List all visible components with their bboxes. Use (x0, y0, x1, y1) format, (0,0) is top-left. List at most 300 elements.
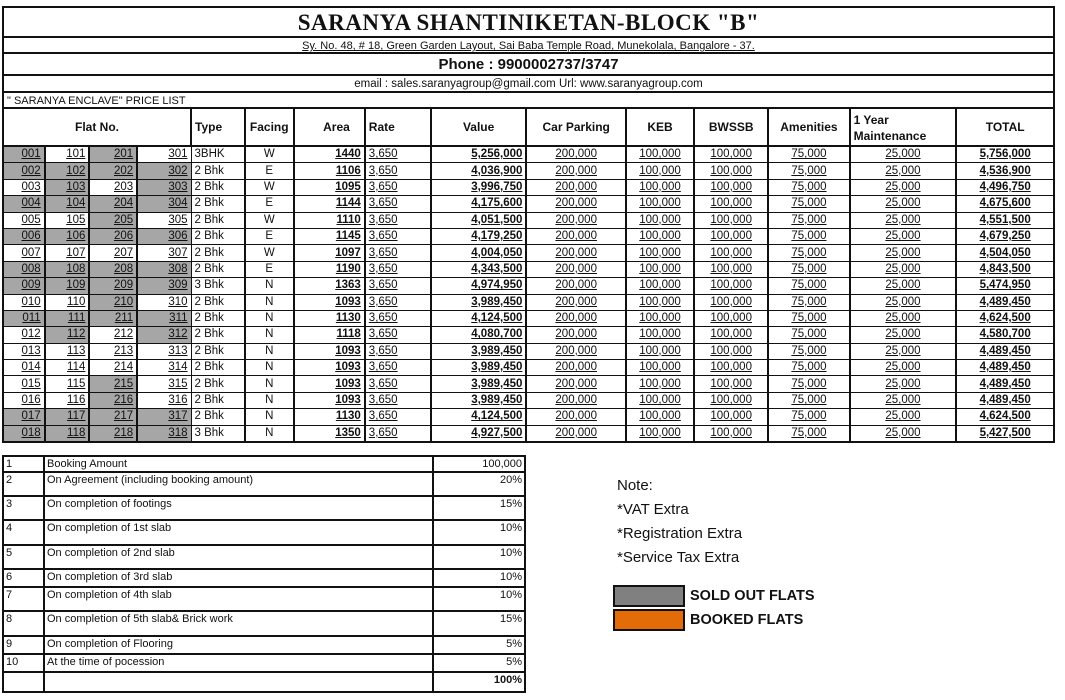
cell-flat-type: 2 Bhk (191, 360, 245, 376)
notes-heading: Note: (617, 477, 653, 494)
cell-amenities: 75,000 (768, 212, 849, 228)
cell-area: 1093 (294, 343, 365, 359)
payment-row (3, 587, 525, 611)
payment-step-desc: Booking Amount (44, 456, 433, 472)
cell-keb: 100,000 (626, 261, 694, 277)
cell-amenities: 75,000 (768, 179, 849, 195)
cell-total: 4,580,700 (956, 327, 1054, 343)
cell-bwssb: 100,000 (694, 327, 768, 343)
payment-step-value: 100% (433, 672, 525, 692)
cell-flat-type: 2 Bhk (191, 228, 245, 244)
cell-total: 4,551,500 (956, 212, 1054, 228)
cell-flat-no-second: 201 (89, 146, 137, 163)
cell-flat-no-second: 218 (89, 425, 137, 442)
payment-row (3, 496, 525, 520)
cell-value: 5,256,000 (431, 146, 527, 163)
col-header-rate: Rate (365, 108, 431, 146)
cell-flat-no-third: 303 (137, 179, 191, 195)
payment-step-no: 10 (3, 654, 44, 672)
cell-car-parking: 200,000 (526, 409, 626, 425)
cell-maintenance: 25,000 (850, 409, 957, 425)
cell-flat-no-second: 212 (89, 327, 137, 343)
cell-flat-no-second: 202 (89, 163, 137, 179)
cell-total: 4,536,900 (956, 163, 1054, 179)
payment-step-no: 6 (3, 569, 44, 587)
cell-area: 1095 (294, 179, 365, 195)
cell-rate: 3,650 (365, 179, 431, 195)
payment-row (3, 672, 525, 692)
cell-amenities: 75,000 (768, 278, 849, 294)
cell-flat-no-ground: 010 (3, 294, 45, 310)
cell-facing: W (245, 179, 294, 195)
cell-car-parking: 200,000 (526, 212, 626, 228)
cell-rate: 3,650 (365, 360, 431, 376)
cell-keb: 100,000 (626, 392, 694, 408)
cell-rate: 3,650 (365, 163, 431, 179)
cell-flat-no-ground: 003 (3, 179, 45, 195)
cell-flat-no-first: 117 (45, 409, 90, 425)
cell-flat-no-third: 315 (137, 376, 191, 392)
cell-flat-no-first: 116 (45, 392, 90, 408)
table-row (3, 294, 1054, 310)
cell-car-parking: 200,000 (526, 163, 626, 179)
cell-flat-no-ground: 012 (3, 327, 45, 343)
cell-flat-no-first: 118 (45, 425, 90, 442)
payment-step-desc: On completion of 3rd slab (44, 569, 433, 587)
cell-keb: 100,000 (626, 409, 694, 425)
cell-maintenance: 25,000 (850, 179, 957, 195)
cell-bwssb: 100,000 (694, 343, 768, 359)
payment-row (3, 520, 525, 545)
cell-flat-no-first: 101 (45, 146, 90, 163)
cell-keb: 100,000 (626, 228, 694, 244)
cell-bwssb: 100,000 (694, 163, 768, 179)
cell-flat-no-ground: 007 (3, 245, 45, 261)
cell-car-parking: 200,000 (526, 310, 626, 326)
cell-flat-no-ground: 005 (3, 212, 45, 228)
cell-flat-no-second: 206 (89, 228, 137, 244)
cell-value: 3,989,450 (431, 392, 527, 408)
payment-step-value: 15% (433, 496, 525, 520)
cell-car-parking: 200,000 (526, 228, 626, 244)
cell-area: 1093 (294, 392, 365, 408)
legend-label-sold: SOLD OUT FLATS (690, 588, 815, 604)
payment-step-value: 5% (433, 654, 525, 672)
payment-step-value: 10% (433, 587, 525, 611)
payment-row (3, 472, 525, 496)
note-item: *Registration Extra (617, 525, 743, 542)
cell-area: 1097 (294, 245, 365, 261)
payment-step-no: 5 (3, 545, 44, 569)
cell-facing: N (245, 392, 294, 408)
cell-value: 4,175,600 (431, 196, 527, 212)
cell-maintenance: 25,000 (850, 146, 957, 163)
table-row (3, 196, 1054, 212)
cell-rate: 3,650 (365, 409, 431, 425)
cell-car-parking: 200,000 (526, 278, 626, 294)
cell-car-parking: 200,000 (526, 392, 626, 408)
cell-flat-no-second: 207 (89, 245, 137, 261)
cell-facing: W (245, 146, 294, 163)
cell-bwssb: 100,000 (694, 196, 768, 212)
cell-value: 4,927,500 (431, 425, 527, 442)
cell-bwssb: 100,000 (694, 376, 768, 392)
cell-amenities: 75,000 (768, 163, 849, 179)
cell-keb: 100,000 (626, 294, 694, 310)
cell-car-parking: 200,000 (526, 261, 626, 277)
payment-step-desc (44, 672, 433, 692)
cell-flat-no-third: 309 (137, 278, 191, 294)
table-row (3, 343, 1054, 359)
payment-step-desc: On completion of 2nd slab (44, 545, 433, 569)
table-row (3, 409, 1054, 425)
cell-rate: 3,650 (365, 310, 431, 326)
cell-flat-no-third: 311 (137, 310, 191, 326)
cell-keb: 100,000 (626, 360, 694, 376)
cell-area: 1130 (294, 409, 365, 425)
cell-maintenance: 25,000 (850, 261, 957, 277)
legend-item-booked (613, 608, 815, 632)
col-header-amenities: Amenities (768, 108, 849, 146)
payment-step-value: 10% (433, 520, 525, 545)
cell-flat-no-ground: 001 (3, 146, 45, 163)
cell-amenities: 75,000 (768, 327, 849, 343)
legend (613, 584, 815, 632)
cell-maintenance: 25,000 (850, 425, 957, 442)
cell-flat-no-second: 213 (89, 343, 137, 359)
table-row (3, 228, 1054, 244)
cell-flat-no-third: 312 (137, 327, 191, 343)
cell-flat-no-third: 302 (137, 163, 191, 179)
address-text: Sy. No. 48, # 18, Green Garden Layout, Sai Baba Temple Road, Munekolala, Bangalore - 37. (302, 40, 755, 52)
cell-total: 4,679,250 (956, 228, 1054, 244)
cell-flat-no-ground: 015 (3, 376, 45, 392)
payment-schedule-body (3, 456, 525, 692)
cell-flat-type: 3 Bhk (191, 425, 245, 442)
payment-step-no: 1 (3, 456, 44, 472)
cell-keb: 100,000 (626, 245, 694, 261)
cell-flat-type: 2 Bhk (191, 294, 245, 310)
cell-bwssb: 100,000 (694, 212, 768, 228)
payment-step-desc: On Agreement (including booking amount) (44, 472, 433, 496)
cell-flat-no-second: 217 (89, 409, 137, 425)
cell-flat-type: 2 Bhk (191, 261, 245, 277)
table-row (3, 146, 1054, 163)
cell-flat-no-third: 316 (137, 392, 191, 408)
cell-rate: 3,650 (365, 245, 431, 261)
cell-amenities: 75,000 (768, 196, 849, 212)
cell-value: 4,974,950 (431, 278, 527, 294)
payment-row (3, 636, 525, 654)
cell-flat-no-ground: 016 (3, 392, 45, 408)
cell-flat-no-ground: 004 (3, 196, 45, 212)
cell-area: 1144 (294, 196, 365, 212)
cell-area: 1440 (294, 146, 365, 163)
table-header-row (3, 108, 1054, 146)
col-header-maintenance: 1 Year Maintenance (850, 108, 957, 146)
cell-flat-type: 2 Bhk (191, 196, 245, 212)
cell-flat-type: 3 Bhk (191, 278, 245, 294)
cell-total: 4,489,450 (956, 392, 1054, 408)
cell-area: 1130 (294, 310, 365, 326)
cell-facing: E (245, 228, 294, 244)
cell-area: 1093 (294, 294, 365, 310)
cell-area: 1145 (294, 228, 365, 244)
cell-facing: E (245, 163, 294, 179)
cell-flat-type: 2 Bhk (191, 163, 245, 179)
cell-facing: N (245, 343, 294, 359)
cell-keb: 100,000 (626, 212, 694, 228)
col-header-area: Area (294, 108, 365, 146)
table-row (3, 310, 1054, 326)
address-line (2, 36, 1055, 52)
cell-flat-no-first: 105 (45, 212, 90, 228)
cell-flat-no-first: 107 (45, 245, 90, 261)
cell-facing: N (245, 376, 294, 392)
payment-step-no (3, 672, 44, 692)
cell-total: 4,624,500 (956, 409, 1054, 425)
table-row (3, 392, 1054, 408)
cell-keb: 100,000 (626, 310, 694, 326)
cell-flat-no-third: 313 (137, 343, 191, 359)
table-row (3, 425, 1054, 442)
document-title: SARANYA SHANTINIKETAN-BLOCK "B" (2, 6, 1055, 36)
cell-flat-no-ground: 009 (3, 278, 45, 294)
cell-maintenance: 25,000 (850, 228, 957, 244)
cell-total: 4,843,500 (956, 261, 1054, 277)
cell-flat-no-ground: 006 (3, 228, 45, 244)
cell-rate: 3,650 (365, 294, 431, 310)
cell-value: 4,080,700 (431, 327, 527, 343)
cell-value: 3,989,450 (431, 360, 527, 376)
cell-value: 3,989,450 (431, 343, 527, 359)
legend-swatch-sold (613, 585, 685, 607)
cell-flat-no-ground: 008 (3, 261, 45, 277)
cell-bwssb: 100,000 (694, 179, 768, 195)
cell-flat-no-third: 307 (137, 245, 191, 261)
payment-step-value: 15% (433, 611, 525, 636)
cell-flat-no-second: 211 (89, 310, 137, 326)
payment-step-desc: On completion of 5th slab& Brick work (44, 611, 433, 636)
cell-total: 4,489,450 (956, 343, 1054, 359)
cell-maintenance: 25,000 (850, 392, 957, 408)
cell-facing: N (245, 278, 294, 294)
cell-car-parking: 200,000 (526, 327, 626, 343)
cell-flat-no-second: 209 (89, 278, 137, 294)
col-header-car-parking: Car Parking (526, 108, 626, 146)
cell-car-parking: 200,000 (526, 376, 626, 392)
cell-rate: 3,650 (365, 196, 431, 212)
payment-step-desc: On completion of 4th slab (44, 587, 433, 611)
payment-step-value: 10% (433, 545, 525, 569)
cell-rate: 3,650 (365, 228, 431, 244)
payment-step-desc: At the time of pocession (44, 654, 433, 672)
cell-total: 5,474,950 (956, 278, 1054, 294)
cell-facing: E (245, 196, 294, 212)
cell-flat-type: 2 Bhk (191, 310, 245, 326)
price-table-body (3, 146, 1054, 442)
cell-total: 4,504,050 (956, 245, 1054, 261)
table-row (3, 212, 1054, 228)
cell-bwssb: 100,000 (694, 360, 768, 376)
cell-amenities: 75,000 (768, 146, 849, 163)
note-item: *VAT Extra (617, 501, 689, 518)
cell-flat-no-third: 308 (137, 261, 191, 277)
cell-car-parking: 200,000 (526, 360, 626, 376)
cell-keb: 100,000 (626, 163, 694, 179)
table-row (3, 278, 1054, 294)
cell-amenities: 75,000 (768, 261, 849, 277)
col-header-flat-no: Flat No. (3, 108, 191, 146)
cell-maintenance: 25,000 (850, 212, 957, 228)
cell-flat-no-ground: 013 (3, 343, 45, 359)
cell-value: 4,124,500 (431, 310, 527, 326)
cell-car-parking: 200,000 (526, 245, 626, 261)
table-row (3, 327, 1054, 343)
cell-bwssb: 100,000 (694, 310, 768, 326)
cell-value: 4,051,500 (431, 212, 527, 228)
cell-value: 4,036,900 (431, 163, 527, 179)
cell-keb: 100,000 (626, 179, 694, 195)
cell-amenities: 75,000 (768, 310, 849, 326)
col-header-total: TOTAL (956, 108, 1054, 146)
cell-bwssb: 100,000 (694, 261, 768, 277)
cell-flat-no-first: 108 (45, 261, 90, 277)
cell-area: 1106 (294, 163, 365, 179)
cell-maintenance: 25,000 (850, 360, 957, 376)
cell-facing: N (245, 360, 294, 376)
col-header-type: Type (191, 108, 245, 146)
cell-total: 4,675,600 (956, 196, 1054, 212)
col-header-bwssb: BWSSB (694, 108, 768, 146)
cell-flat-no-first: 103 (45, 179, 90, 195)
cell-total: 4,624,500 (956, 310, 1054, 326)
cell-flat-no-first: 113 (45, 343, 90, 359)
cell-facing: N (245, 409, 294, 425)
phone-line: Phone : 9900002737/3747 (2, 52, 1055, 74)
cell-bwssb: 100,000 (694, 392, 768, 408)
payment-step-no: 8 (3, 611, 44, 636)
cell-flat-no-third: 314 (137, 360, 191, 376)
cell-value: 3,989,450 (431, 376, 527, 392)
cell-value: 3,996,750 (431, 179, 527, 195)
cell-car-parking: 200,000 (526, 343, 626, 359)
payment-step-no: 7 (3, 587, 44, 611)
cell-keb: 100,000 (626, 376, 694, 392)
cell-facing: W (245, 212, 294, 228)
payment-step-value: 5% (433, 636, 525, 654)
table-row (3, 245, 1054, 261)
cell-keb: 100,000 (626, 278, 694, 294)
cell-total: 4,489,450 (956, 360, 1054, 376)
cell-flat-no-first: 104 (45, 196, 90, 212)
cell-bwssb: 100,000 (694, 425, 768, 442)
cell-flat-no-third: 305 (137, 212, 191, 228)
cell-car-parking: 200,000 (526, 179, 626, 195)
cell-flat-type: 2 Bhk (191, 245, 245, 261)
payment-row (3, 545, 525, 569)
cell-maintenance: 25,000 (850, 294, 957, 310)
cell-total: 4,489,450 (956, 294, 1054, 310)
cell-facing: E (245, 261, 294, 277)
cell-total: 5,427,500 (956, 425, 1054, 442)
cell-maintenance: 25,000 (850, 278, 957, 294)
cell-facing: N (245, 294, 294, 310)
cell-flat-no-third: 301 (137, 146, 191, 163)
cell-total: 4,496,750 (956, 179, 1054, 195)
cell-maintenance: 25,000 (850, 245, 957, 261)
cell-bwssb: 100,000 (694, 245, 768, 261)
cell-flat-no-first: 111 (45, 310, 90, 326)
legend-label-booked: BOOKED FLATS (690, 612, 804, 628)
cell-amenities: 75,000 (768, 360, 849, 376)
cell-rate: 3,650 (365, 376, 431, 392)
cell-flat-type: 2 Bhk (191, 409, 245, 425)
payment-step-desc: On completion of 1st slab (44, 520, 433, 545)
cell-flat-no-third: 310 (137, 294, 191, 310)
cell-rate: 3,650 (365, 392, 431, 408)
table-row (3, 376, 1054, 392)
col-header-facing: Facing (245, 108, 294, 146)
cell-area: 1093 (294, 360, 365, 376)
cell-flat-no-ground: 018 (3, 425, 45, 442)
cell-area: 1363 (294, 278, 365, 294)
cell-total: 4,489,450 (956, 376, 1054, 392)
cell-amenities: 75,000 (768, 376, 849, 392)
cell-flat-no-second: 210 (89, 294, 137, 310)
cell-maintenance: 25,000 (850, 376, 957, 392)
cell-keb: 100,000 (626, 343, 694, 359)
cell-value: 4,124,500 (431, 409, 527, 425)
payment-step-desc: On completion of footings (44, 496, 433, 520)
cell-flat-no-second: 214 (89, 360, 137, 376)
cell-value: 3,989,450 (431, 294, 527, 310)
cell-flat-no-ground: 011 (3, 310, 45, 326)
cell-bwssb: 100,000 (694, 228, 768, 244)
cell-car-parking: 200,000 (526, 425, 626, 442)
payment-row (3, 569, 525, 587)
cell-area: 1118 (294, 327, 365, 343)
cell-flat-no-third: 306 (137, 228, 191, 244)
cell-flat-type: 2 Bhk (191, 343, 245, 359)
payment-step-no: 2 (3, 472, 44, 496)
cell-amenities: 75,000 (768, 228, 849, 244)
cell-car-parking: 200,000 (526, 294, 626, 310)
col-header-keb: KEB (626, 108, 694, 146)
cell-keb: 100,000 (626, 327, 694, 343)
payment-schedule-table (2, 455, 526, 693)
cell-flat-type: 2 Bhk (191, 179, 245, 195)
price-list-title: " SARANYA ENCLAVE" PRICE LIST (2, 91, 1055, 107)
cell-bwssb: 100,000 (694, 146, 768, 163)
cell-flat-no-first: 102 (45, 163, 90, 179)
cell-area: 1110 (294, 212, 365, 228)
cell-flat-no-third: 317 (137, 409, 191, 425)
payment-row (3, 611, 525, 636)
payment-step-no: 4 (3, 520, 44, 545)
cell-facing: N (245, 425, 294, 442)
cell-facing: W (245, 245, 294, 261)
cell-amenities: 75,000 (768, 425, 849, 442)
cell-car-parking: 200,000 (526, 146, 626, 163)
payment-step-no: 9 (3, 636, 44, 654)
payment-step-value: 100,000 (433, 456, 525, 472)
cell-rate: 3,650 (365, 425, 431, 442)
cell-flat-no-first: 110 (45, 294, 90, 310)
cell-flat-type: 2 Bhk (191, 392, 245, 408)
cell-amenities: 75,000 (768, 245, 849, 261)
cell-amenities: 75,000 (768, 392, 849, 408)
